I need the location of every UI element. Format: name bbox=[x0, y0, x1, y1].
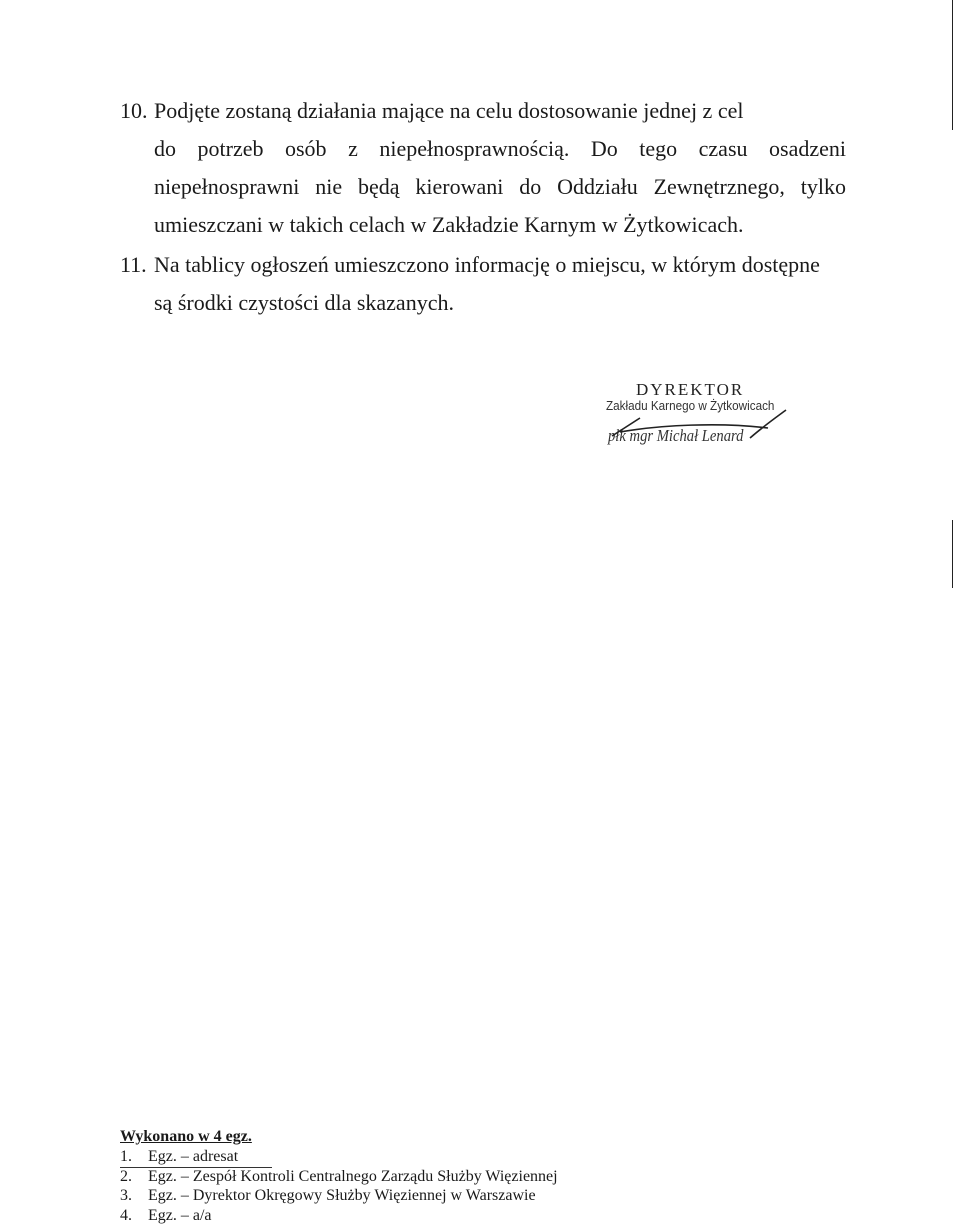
copy-row: 4. Egz. – a/a bbox=[120, 1206, 212, 1224]
handwritten-signature bbox=[600, 380, 800, 460]
distribution-divider bbox=[120, 1167, 272, 1168]
director-stamp bbox=[600, 380, 800, 460]
item-10-line-2: do potrzeb osób z niepełnosprawnością. Do tego czasu osadzeni bbox=[154, 136, 846, 161]
stamp-title: DYREKTOR bbox=[636, 380, 745, 399]
stamp-organization: Zakładu Karnego w Żytkowicach bbox=[606, 398, 775, 413]
scan-edge-bottom bbox=[952, 520, 953, 588]
copy-row: 2. Egz. – Zespół Kontroli Centralnego Zarządu Służby Więziennej bbox=[120, 1167, 558, 1185]
item-11 bbox=[120, 252, 848, 332]
distribution-list bbox=[120, 1128, 558, 1225]
stamp-name: płk mgr Michał Lenard bbox=[608, 426, 744, 445]
item-10-number: 10. bbox=[120, 98, 148, 123]
item-11-number: 11. bbox=[120, 252, 147, 277]
item-10-line-3: niepełnosprawni nie będą kierowani do Oddziału Zewnętrznego, tylko bbox=[154, 174, 846, 199]
item-11-line-2: są środki czystości dla skazanych. bbox=[154, 290, 454, 315]
item-11-line-1: Na tablicy ogłoszeń umieszczono informację o miejscu, w którym dostępne bbox=[154, 252, 820, 277]
item-10-line-4: umieszczani w takich celach w Zakładzie Karnym w Żytkowicach. bbox=[154, 212, 744, 237]
copy-row: 1. Egz. – adresat bbox=[120, 1148, 239, 1165]
scan-edge-top bbox=[952, 0, 953, 130]
item-10-line-1: Podjęte zostaną działania mające na celu dostosowanie jednej z cel bbox=[154, 98, 744, 123]
item-10 bbox=[120, 92, 848, 252]
copy-row: 3. Egz. – Dyrektor Okręgowy Służby Więziennej w Warszawie bbox=[120, 1187, 536, 1204]
distribution-title: Wykonano w 4 egz. bbox=[120, 1128, 252, 1145]
